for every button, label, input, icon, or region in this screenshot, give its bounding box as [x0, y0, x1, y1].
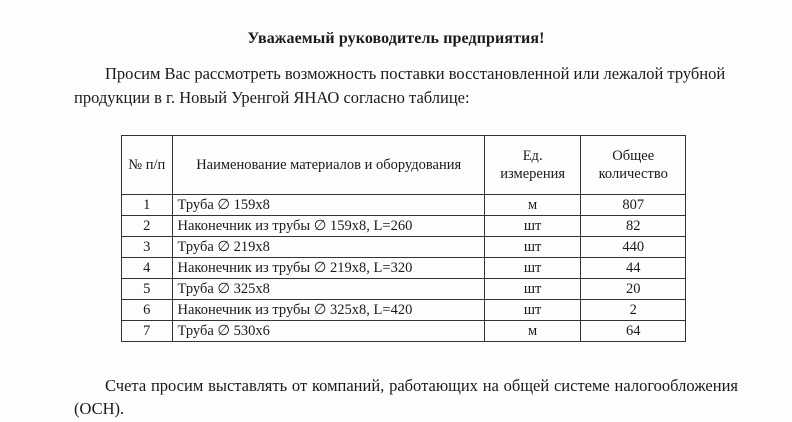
- cell-unit: м: [484, 321, 581, 342]
- table-row: [122, 237, 686, 258]
- cell-unit: шт: [484, 258, 581, 279]
- intro-text: Просим Вас рассмотреть возможность поставки восстановленной или лежалой трубной продукции в г. Новый Уренгой ЯНАО согласно таблице:: [74, 64, 726, 107]
- cell-name: Труба ∅ 219х8: [172, 237, 484, 258]
- header-name: [172, 136, 484, 195]
- cell-unit: шт: [484, 300, 581, 321]
- cell-num: 5: [122, 279, 173, 300]
- cell-unit: шт: [484, 279, 581, 300]
- cell-qty: 2: [581, 300, 686, 321]
- cell-qty: 20: [581, 279, 686, 300]
- cell-name: Наконечник из трубы ∅ 219х8, L=320: [172, 258, 484, 279]
- cell-num: 1: [122, 195, 173, 216]
- cell-qty: 64: [581, 321, 686, 342]
- cell-num: 2: [122, 216, 173, 237]
- closing-paragraph: [74, 374, 738, 420]
- letter-heading: Уважаемый руководитель предприятия!: [247, 30, 545, 47]
- table-header-row: [122, 136, 686, 195]
- cell-num: 7: [122, 321, 173, 342]
- cell-name: Наконечник из трубы ∅ 325х8, L=420: [172, 300, 484, 321]
- cell-qty: 44: [581, 258, 686, 279]
- table-row: [122, 321, 686, 342]
- header-qty-text: Общее количество: [598, 148, 668, 182]
- materials-table: [121, 135, 686, 342]
- cell-name: Труба ∅ 325х8: [172, 279, 484, 300]
- header-unit-text: Ед. измерения: [500, 148, 566, 182]
- header-name-text: Наименование материалов и оборудования: [196, 157, 462, 173]
- table-row: [122, 279, 686, 300]
- table-row: [122, 300, 686, 321]
- cell-unit: шт: [484, 237, 581, 258]
- cell-num: 4: [122, 258, 173, 279]
- cell-qty: 82: [581, 216, 686, 237]
- cell-name: Труба ∅ 530х6: [172, 321, 484, 342]
- header-qty: [581, 136, 686, 195]
- table-row: [122, 195, 686, 216]
- cell-unit: шт: [484, 216, 581, 237]
- intro-paragraph: [74, 62, 754, 110]
- header-unit: [484, 136, 581, 195]
- cell-num: 6: [122, 300, 173, 321]
- cell-num: 3: [122, 237, 173, 258]
- header-num-text: № п/п: [128, 157, 166, 173]
- header-num: [122, 136, 173, 195]
- table-row: [122, 216, 686, 237]
- cell-name: Труба ∅ 159х8: [172, 195, 484, 216]
- cell-qty: 807: [581, 195, 686, 216]
- cell-name: Наконечник из трубы ∅ 159х8, L=260: [172, 216, 484, 237]
- cell-unit: м: [484, 195, 581, 216]
- closing-text: Счета просим выставлять от компаний, работающих на общей системе налогообложения (ОСН).: [74, 376, 738, 418]
- cell-qty: 440: [581, 237, 686, 258]
- table-row: [122, 258, 686, 279]
